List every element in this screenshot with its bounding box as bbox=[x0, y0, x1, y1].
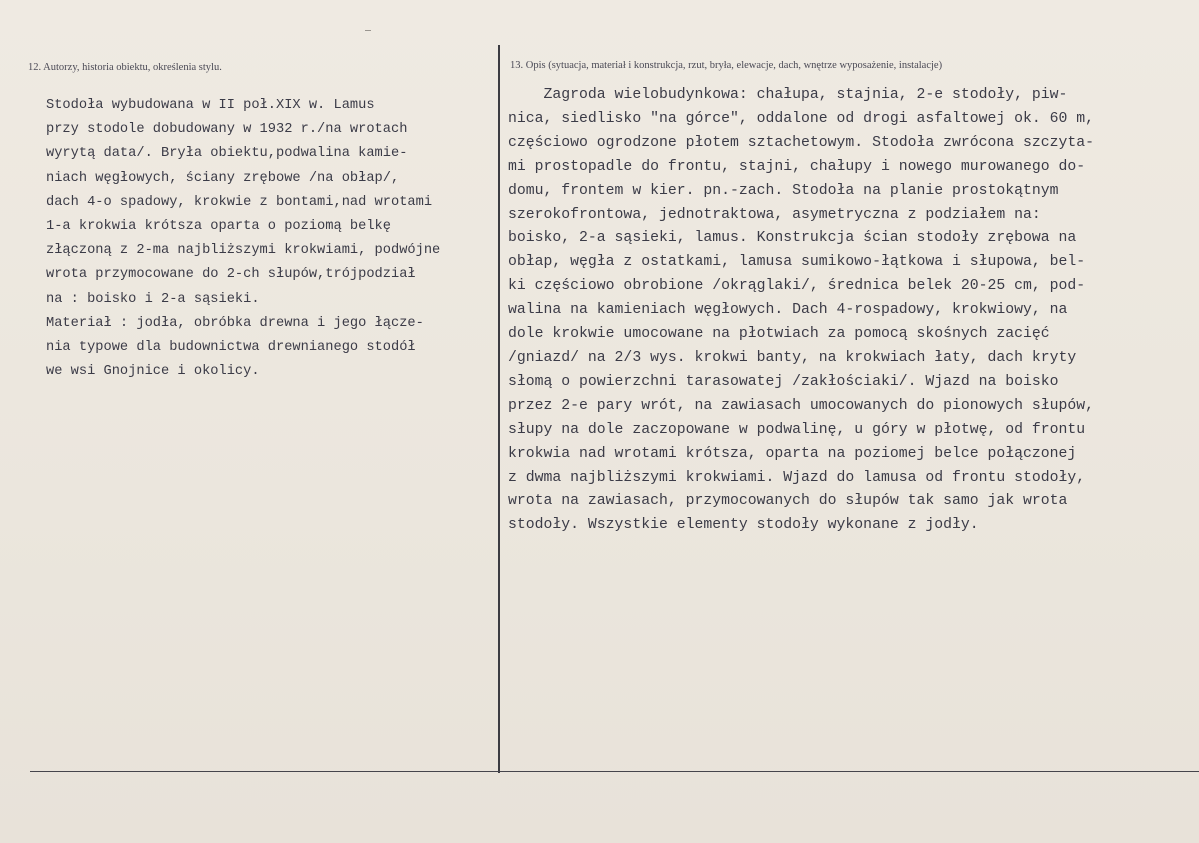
section-13-typed-text: Zagroda wielobudynkowa: chałupa, stajnia, 2-e stodoły, piw- nica, siedlisko "na górce", oddalone od drogi asfaltowej ok. 60 m, częściowo ogrodzone płotem sztachetowym. Stodoła zwrócona szczyta- mi prostopadle do frontu, stajni, chałupy i nowego murowanego do- domu, frontem w kier. pn.-zach. Stodoła na planie prostokątnym szerokofrontowa, jednotraktowa, asymetryczna z podziałem na: boisko, 2-a sąsieki, lamus. Konstrukcja ścian stodoły zrębowa na obłap, węgła z ostatkami, lamusa sumikowo-łątkowa i słupowa, bel- ki częściowo obrobione /okrąglaki/, średnica belek 20-25 cm, pod- walina na kamieniach węgłowych. Dach 4-rospadowy, krokwiowy, na dole krokwie umocowane na płotwiach za pomocą skośnych zacięć /gniazd/ na 2/3 wys. krokwi banty, na krokwiach łaty, dach kryty słomą o powierzchni tarasowatej /zakłościaki/. Wjazd na boisko przez 2-e pary wrót, na zawiasach umocowanych do pionowych słupów, słupy na dole zaczopowane w podwalinę, u góry w płotwę, od frontu krokwia nad wrotami krótsza, oparta na poziomej belce połączonej z dwma najbliższymi krokwiami. Wjazd do lamusa od frontu stodoły, wrota na zawiasach, przymocowanych do słupów tak samo jak wrota stodoły. Wszystkie elementy stodoły wykonane z jodły. bbox=[508, 87, 1095, 534]
top-tick-mark bbox=[365, 30, 371, 31]
bottom-rule bbox=[30, 771, 1199, 772]
section-12-typed-text: Stodoła wybudowana w II poł.XIX w. Lamus przy stodole dobudowany w 1932 r./na wrotach wyrytą data/. Bryła obiektu,podwalina kamie- niach węgłowych, ściany zrębowe /na obłap/, dach 4-o spadowy, krokwie z bontami,nad wrotami 1-a krokwia krótsza oparta o poziomą belkę złączoną z 2-ma najbliższymi krokwiami, podwójne wrota przymocowane do 2-ch słupów,trójpodział na : boisko i 2-a sąsieki. Materiał : jodła, obróbka drewna i jego łącze- nia typowe dla budownictwa drewnianego stodół we wsi Gnojnice i okolicy. bbox=[46, 98, 441, 380]
section-12-label: 12. Autorzy, historia obiektu, określenia stylu. bbox=[28, 62, 222, 73]
column-divider bbox=[498, 45, 500, 773]
section-13-label: 13. Opis (sytuacja, materiał i konstrukcja, rzut, bryła, elewacje, dach, wnętrze wyposażenie, instalacje) bbox=[510, 60, 943, 71]
